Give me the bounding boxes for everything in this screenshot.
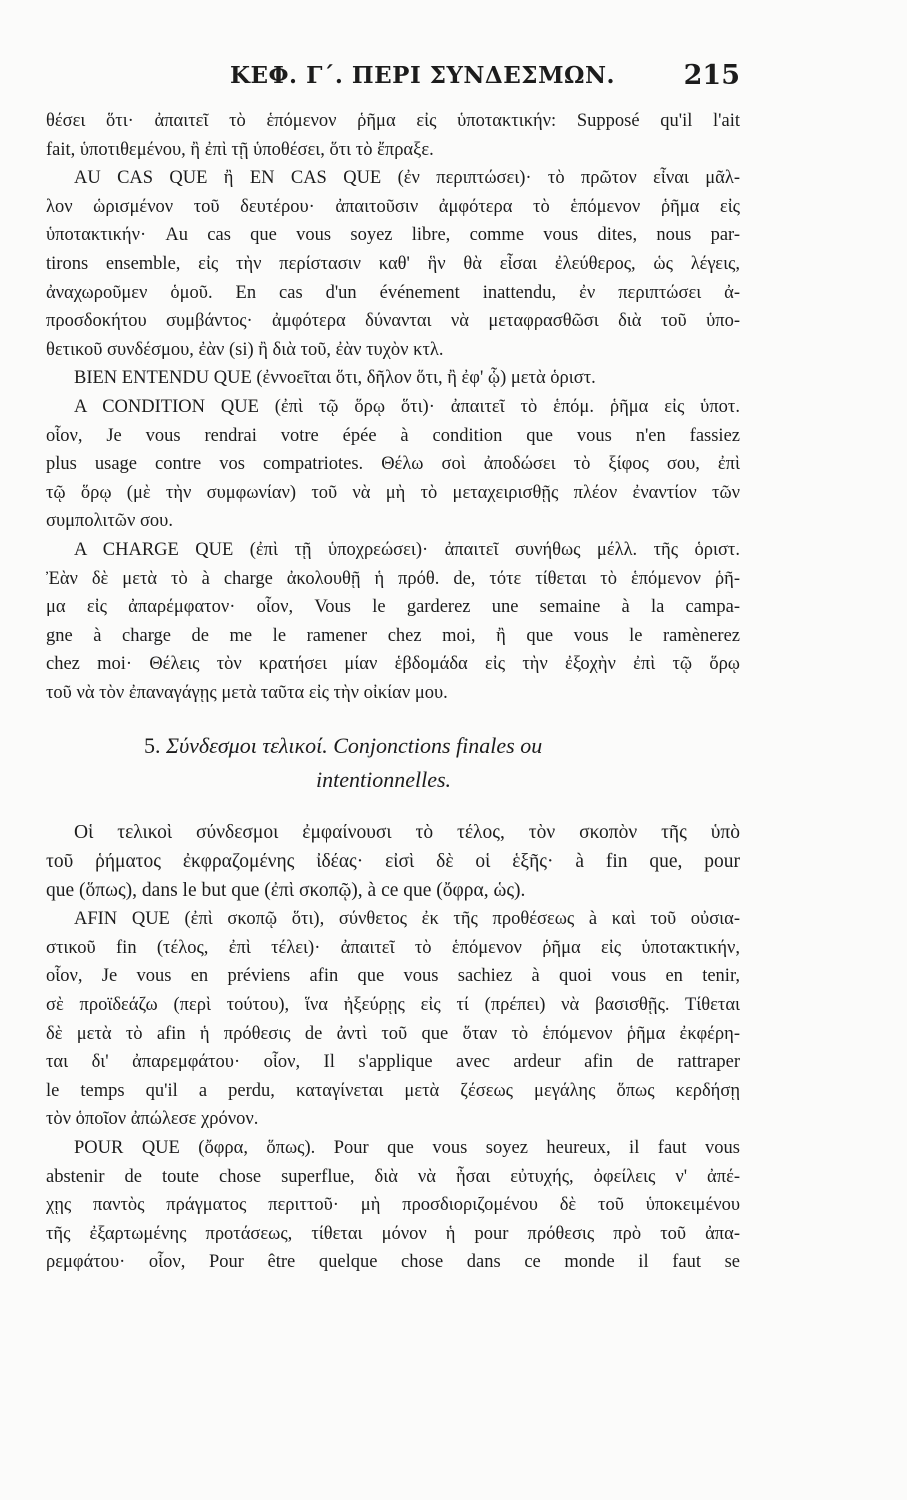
- text-line: τῆς ἐξαρτωμένης προτάσεως, τίθεται μόνον ἡ pour πρόθεσις πρὸ τοῦ ἀπα-: [46, 1223, 740, 1244]
- text-line: AFIN QUE (ἐπὶ σκοπῷ ὅτι), σύνθετος ἐκ τῆς προθέσεως à καὶ τοῦ οὐσια-: [74, 909, 740, 930]
- page-header: [230, 62, 740, 98]
- page-body: [46, 107, 740, 1277]
- paragraph-a-condition-que: [46, 393, 740, 536]
- section-number: 5.: [144, 733, 161, 759]
- text-line: τῷ ὅρῳ (μὲ τὴν συμφωνίαν) τοῦ νὰ μὴ τὸ μεταχειρισθῇς πλέον ἐναντίον τῶν: [46, 482, 740, 503]
- paragraph-afin-que: [46, 905, 740, 1134]
- paragraph-supposé: [46, 107, 740, 164]
- text-line: ται δι' ἀπαρεμφάτου· οἷον, Il s'applique avec ardeur afin de rattraper: [46, 1052, 740, 1073]
- text-line: A CHARGE QUE (ἐπὶ τῇ ὑποχρεώσει)· ἀπαιτεῖ συνήθως μέλλ. τῆς ὁριστ.: [74, 539, 740, 560]
- text-line: θέσει ὅτι· ἀπαιτεῖ τὸ ἑπόμενον ῥῆμα εἰς ὑποτακτικήν: Supposé qu'il l'ait: [46, 111, 740, 131]
- text-line: ρεμφάτου· οἷον, Pour être quelque chose dans ce monde il faut se: [46, 1252, 740, 1273]
- paragraph-a-charge-que: [46, 536, 740, 708]
- text-line: POUR QUE (ὄφρα, ὅπως). Pour que vous soyez heureux, il faut vous: [74, 1138, 740, 1158]
- text-line: δὲ μετὰ τὸ afin ἡ πρόθεσις de ἀντὶ τοῦ que ὅταν τὸ ἑπόμενον ῥῆμα ἐκφέρη-: [46, 1023, 740, 1044]
- section-heading-continuation: [46, 763, 740, 797]
- text-line: Οἱ τελικοὶ σύνδεσμοι ἐμφαίνουσι τὸ τέλος, τὸν σκοπὸν τῆς ὑπὸ: [74, 822, 740, 844]
- text-line: ὑποτακτικήν· Au cas que vous soyez libre, comme vous dites, nous par-: [46, 225, 740, 246]
- text-line: fait, ὑποτιθεμένου, ἢ ἐπὶ τῇ ὑποθέσει, ὅτι τὸ ἔπραξε.: [46, 139, 434, 160]
- text-line: λον ὡρισμένον τοῦ δευτέρου· ἀπαιτοῦσιν ἀμφότερα τὸ ἑπόμενον ῥῆμα εἰς: [46, 196, 740, 217]
- text-line: συμπολιτῶν σου.: [46, 511, 173, 532]
- text-line: χῃς παντὸς πράγματος περιττοῦ· μὴ προσδιοριζομένου δὲ τοῦ ὑποκειμένου: [46, 1195, 740, 1216]
- text-line: μα εἰς ἀπαρέμφατον· οἷον, Vous le garderez une semaine à la campa-: [46, 597, 740, 618]
- spacer: [46, 707, 740, 729]
- text-line: que (ὅπως), dans le but que (ἐπὶ σκοπῷ), à ce que (ὄφρα, ὡς).: [46, 879, 526, 901]
- section-greek-title: Σύνδεσμοι τελικοί.: [166, 733, 328, 759]
- text-line: Ἐὰν δὲ μετὰ τὸ à charge ἀκολουθῇ ἡ πρόθ. de, τότε τίθεται τὸ ἑπόμενον ῥῆ-: [46, 568, 740, 589]
- text-line: οἷον, Je vous en préviens afin que vous sachiez à quoi vous en tenir,: [46, 966, 740, 987]
- text-line: gne à charge de me le ramener chez moi, ἢ que vous le ramènerez: [46, 625, 740, 646]
- text-line: le temps qu'il a perdu, καταγίνεται μετὰ ζέσεως μεγάλης ὅπως κερδήσῃ: [46, 1080, 740, 1101]
- page-number: 215: [683, 60, 740, 91]
- section-french-title-end: intentionnelles.: [316, 767, 452, 793]
- paragraph-pour-que: [46, 1134, 740, 1277]
- text-line: σὲ προϊδεάζω (περὶ τούτου), ἵνα ἠξεύρῃς εἰς τί (πρέπει) νὰ βασισθῇς. Τίθεται: [46, 995, 740, 1016]
- text-line: θετικοῦ συνδέσμου, ἐὰν (si) ἢ διὰ τοῦ, ἐὰν τυχὸν κτλ.: [46, 339, 444, 360]
- text-line: τοῦ νὰ τὸν ἐπαναγάγῃς μετὰ ταῦτα εἰς τὴν οἰκίαν μου.: [46, 682, 448, 703]
- paragraph-telikoi-syndesmoi: [46, 819, 740, 905]
- text-line: A CONDITION QUE (ἐπὶ τῷ ὅρῳ ὅτι)· ἀπαιτεῖ τὸ ἑπόμ. ῥῆμα εἰς ὑποτ.: [74, 396, 740, 417]
- text-line: ἀναχωροῦμεν ὁμοῦ. En cas d'un événement inattendu, ἐν περιπτώσει ἀ-: [46, 282, 740, 303]
- text-line: οἷον, Je vous rendrai votre épée à condition que vous n'en fassiez: [46, 425, 740, 446]
- running-head: ΚΕΦ. Γ΄. ΠΕΡΙ ΣΥΝΔΕΣΜΩΝ.: [230, 62, 616, 89]
- text-line: τὸν ὁποῖον ἀπώλεσε χρόνον.: [46, 1109, 259, 1130]
- text-line: plus usage contre vos compatriotes. Θέλω σοὶ ἀποδώσει τὸ ξίφος σου, ἐπὶ: [46, 454, 740, 475]
- paragraph-au-cas-que: [46, 164, 740, 364]
- paragraph-bien-entendu-que: [46, 364, 740, 393]
- text-line: abstenir de toute chose superflue, διὰ νὰ ἦσαι εὐτυχής, ὀφείλεις ν' ἀπέ-: [46, 1166, 740, 1187]
- text-line: chez moi· Θέλεις τὸν κρατήσει μίαν ἑβδομάδα εἰς τὴν ἐξοχὴν ἐπὶ τῷ ὅρῳ: [46, 654, 740, 675]
- text-line: BIEN ENTENDU QUE (ἐννοεῖται ὅτι, δῆλον ὅτι, ἢ ἐφ' ᾧ) μετὰ ὁριστ.: [74, 368, 596, 389]
- text-line: tirons ensemble, εἰς τὴν περίστασιν καθ' ἣν θὰ εἶσαι ἐλεύθερος, ὡς λέγεις,: [46, 253, 740, 274]
- section-heading: [46, 729, 740, 763]
- text-line: στικοῦ fin (τέλος, ἐπὶ τέλει)· ἀπαιτεῖ τὸ ἑπόμενον ῥῆμα εἰς ὑποτακτικήν,: [46, 937, 740, 958]
- text-line: προσδοκήτου συμβάντος· ἀμφότερα δύνανται νὰ μεταφρασθῶσι διὰ τοῦ ὑπο-: [46, 311, 740, 332]
- spacer: [46, 797, 740, 819]
- section-french-title: Conjonctions finales ou: [333, 733, 543, 759]
- text-line: τοῦ ῥήματος ἐκφραζομένης ἰδέας· εἰσὶ δὲ οἱ ἑξῆς· à fin que, pour: [46, 851, 740, 873]
- text-line: AU CAS QUE ἢ EN CAS QUE (ἐν περιπτώσει)· τὸ πρῶτον εἶναι μᾶλ-: [74, 168, 740, 189]
